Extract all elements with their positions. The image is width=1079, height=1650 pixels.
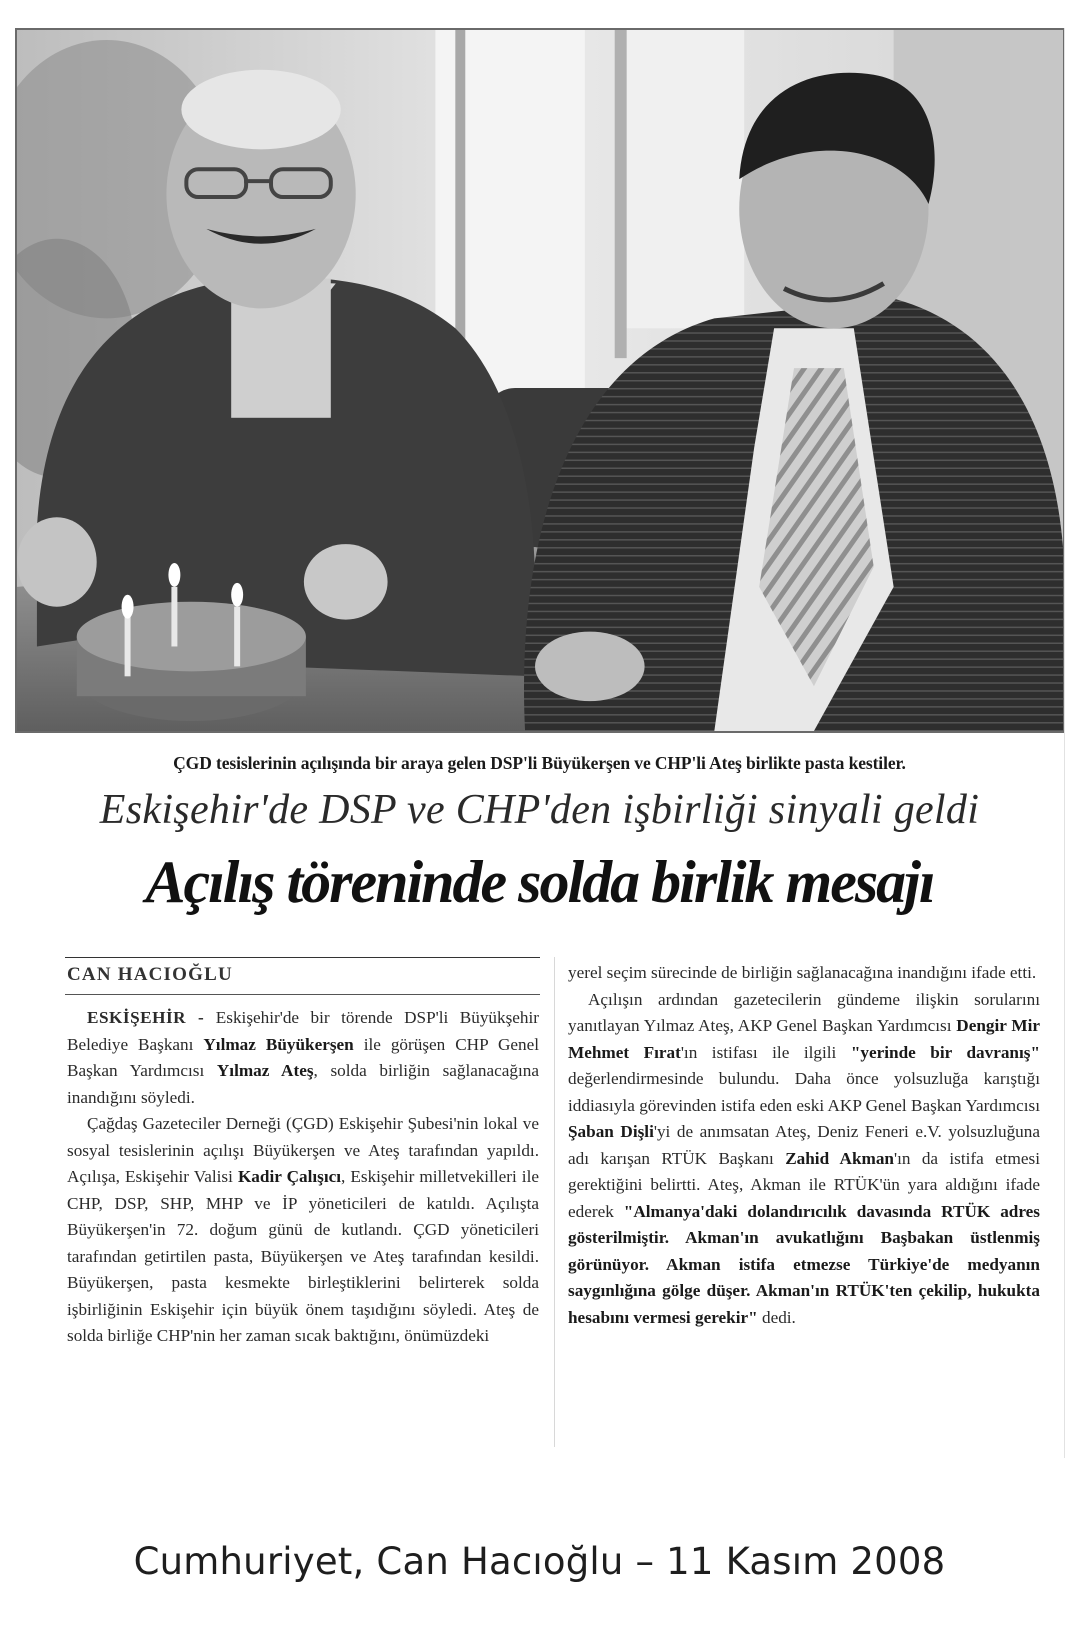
article-kicker: Eskişehir'de DSP ve CHP'den işbirliği sinyali geldi	[99, 787, 980, 833]
text-run: Açılışın ardından gazetecilerin gündeme ilişkin sorularını yanıtlayan Yılmaz Ateş, AKP Genel Başkan Yardımcısı	[568, 989, 1040, 1035]
text-run: , Eskişehir milletvekilleri ile CHP, DSP, SHP, MHP ve İP yöneticileri de katıldı. Açılışta Büyükerşen'in 72. doğum günü de kutlandı. ÇGD yöneticileri tarafından getirtilen pasta, Büyükerşen ve Ateş tarafından kesildi. Büyükerşen, pasta kesmekte birleştiklerini belirterek solda işbirliğinin Eskişehir için büyük önem taşıdığını söyledi. Ateş de solda birliğe CHP'nin her zaman sıcak baktığını, önümüzdeki	[67, 1167, 539, 1345]
quote: "Almanya'daki dolandırıcılık davasında RTÜK adres gösterilmiştir. Akman'ın avukatlığını Başbakan üstlenmiş görünüyor. Akman istifa etmezse Türkiye'de medyanın saygınlığına gölge düşer. Akman'ın RTÜK'ten çekilip, hukukta hesabını vermesi gerekir"	[568, 1201, 1040, 1327]
text-run: değerlendirmesinde bulundu. Daha önce yolsuzluğa karıştığı iddiasıyla görevinden istifa eden eski AKP Genel Başkan Yardımcısı	[568, 1069, 1040, 1115]
text-run: 'ın da istifa etmesi gerektiğini belirtti. Ateş, Akman ile RTÜK'ün yara aldığını ifade ederek	[568, 1148, 1040, 1221]
person-name: Şaban Dişli	[568, 1122, 654, 1141]
text-run: 'ın istifası ile ilgili	[680, 1042, 851, 1062]
text-run: Eskişehir'de bir törende DSP'li Büyükşehir Belediye Başkanı	[67, 1008, 540, 1054]
source-credit: Cumhuriyet, Can Hacıoğlu – 11 Kasım 2008	[133, 1540, 946, 1583]
article-byline: CAN HACIOĞLU	[67, 964, 233, 985]
text-run: dedi.	[757, 1307, 796, 1327]
column-divider	[554, 957, 555, 1447]
article-column-left	[67, 1005, 539, 1350]
clipping-edge	[1064, 28, 1065, 1458]
article-column-right	[568, 960, 1040, 1331]
paragraph	[67, 1111, 539, 1350]
paragraph	[67, 1005, 539, 1111]
byline-top-rule	[65, 957, 540, 958]
person-name: Dengir Mir Mehmet Fırat	[568, 1016, 1040, 1062]
quote: "yerinde bir davranış"	[850, 1042, 1040, 1062]
person-name: Zahid Akman	[785, 1148, 894, 1168]
paragraph	[568, 987, 1040, 1332]
photo-illustration	[17, 30, 1063, 731]
news-photo	[15, 28, 1065, 733]
person-name: Yılmaz Büyükerşen	[203, 1034, 354, 1054]
text-run: ile görüşen CHP Genel Başkan Yardımcısı	[67, 1034, 540, 1080]
byline-bottom-rule	[65, 994, 540, 995]
article-headline: Açılış töreninde solda birlik mesajı	[145, 849, 934, 915]
text-run: , solda birliğin sağlanacağına inandığını söyledi.	[67, 1061, 539, 1107]
text-run: Çağdaş Gazeteciler Derneği (ÇGD) Eskişehir Şubesi'nin lokal ve sosyal tesislerinin açılışı Büyükerşen ve Ateş tarafından yapıldı. Açılışa, Eskişehir Valisi	[67, 1114, 539, 1186]
text-run: 'yi de anımsatan Ateş, Deniz Feneri e.V. yolsuzluğuna adı karışan RTÜK Başkanı	[568, 1122, 1040, 1168]
person-name: Kadir Çalışıcı	[237, 1167, 342, 1186]
person-name: Yılmaz Ateş	[216, 1061, 314, 1080]
photo-caption: ÇGD tesislerinin açılışında bir araya gelen DSP'li Büyükerşen ve CHP'li Ateş birlikte pasta kestiler.	[173, 753, 906, 773]
paragraph: yerel seçim sürecinde de birliğin sağlanacağına inandığını ifade etti.	[568, 963, 1037, 982]
dateline: ESKİŞEHİR -	[87, 1008, 205, 1027]
